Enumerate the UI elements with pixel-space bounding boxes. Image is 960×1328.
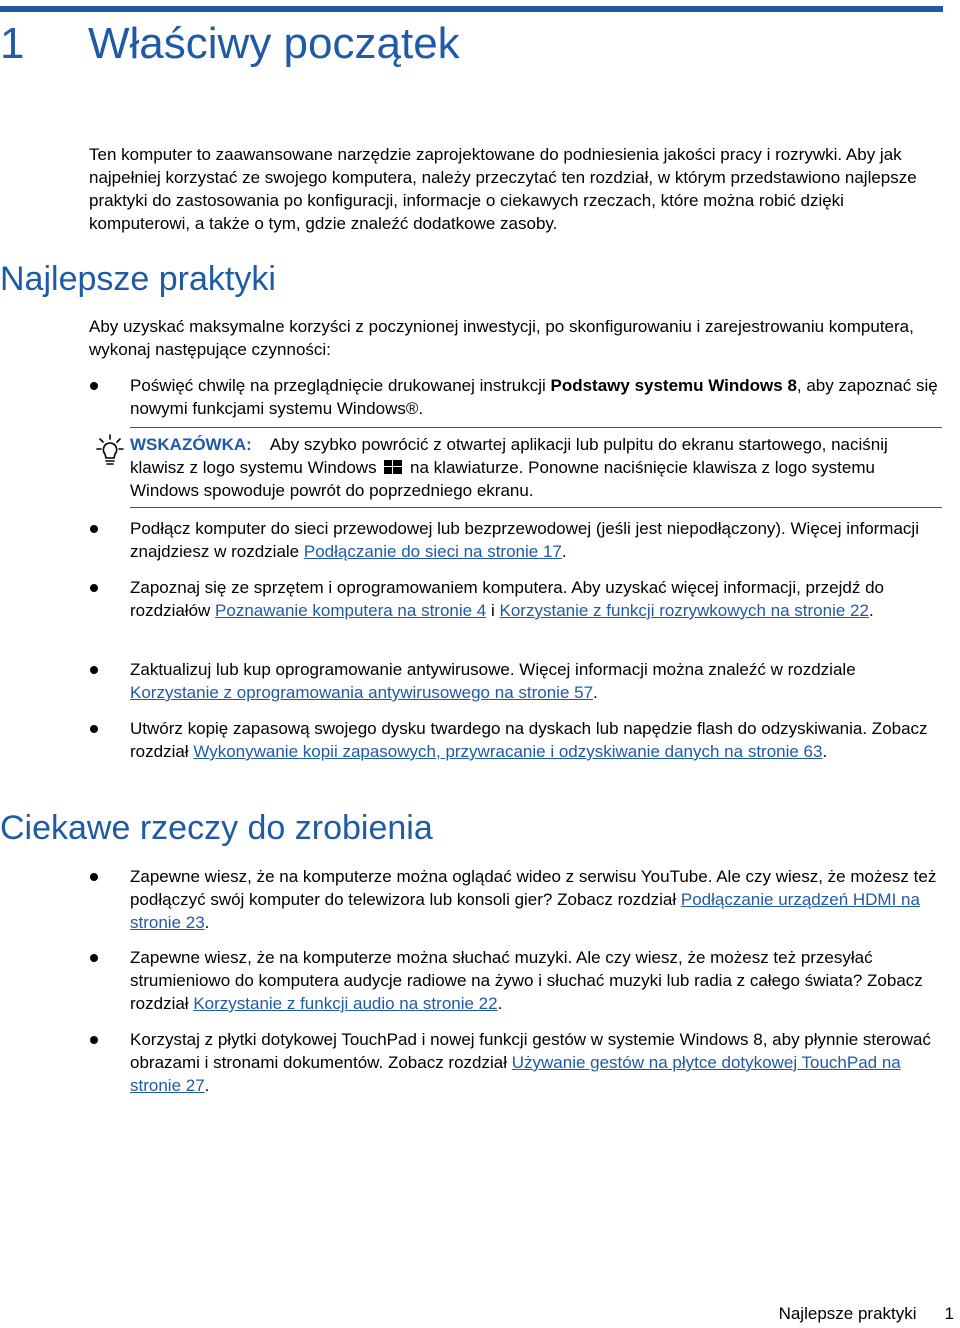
list-item: Poświęć chwilę na przeglądnięcie drukowanej instrukcji Podstawy systemu Windows 8, aby zapoznać się nowymi funkcjami systemu Windows®. [130, 374, 945, 420]
link-audio[interactable]: Korzystanie z funkcji audio na stronie 22 [193, 994, 498, 1013]
windows-logo-icon [383, 460, 403, 474]
link-backup[interactable]: Wykonywanie kopii zapasowych, przywracanie i odzyskiwanie danych na stronie 63 [193, 742, 823, 761]
link-getting-to-know[interactable]: Poznawanie komputera na stronie 4 [215, 601, 487, 620]
footer-section-title: Najlepsze praktyki [778, 1304, 917, 1323]
chapter-top-rule [0, 6, 943, 12]
intro-paragraph: Ten komputer to zaawansowane narzędzie zaprojektowane do podniesienia jakości pracy i rozrywki. Aby jak najpełniej korzystać ze swojego komputera, należy przeczytać ten rozdział, w którym przedstawiono najlepsze praktyki do zastosowania po konfiguracji, informacje o ciekawych rzeczach, które można robić dzięki komputerowi, a także o tym, gdzie znaleźć dodatkowe zasoby. [89, 145, 917, 233]
list-item: Zaktualizuj lub kup oprogramowanie antywirusowe. Więcej informacji można znaleźć w rozdziale Korzystanie z oprogramowania antywirusowego na stronie 57. [130, 658, 945, 704]
link-touchpad-gestures[interactable]: Używanie gestów na płytce dotykowej TouchPad na stronie 27 [130, 1053, 901, 1095]
link-antivirus[interactable]: Korzystanie z oprogramowania antywirusowego na stronie 57 [130, 683, 594, 702]
book-title: Podstawy systemu Windows 8 [550, 376, 797, 395]
chapter-number: 1 [0, 19, 25, 68]
list-item: Zapoznaj się ze sprzętem i oprogramowaniem komputera. Aby uzyskać więcej informacji, przejdź do rozdziałów Poznawanie komputera na stronie 4 i Korzystanie z funkcji rozrywkowych na stronie 22. [130, 576, 945, 622]
list-item: Korzystaj z płytki dotykowej TouchPad i nowej funkcji gestów w systemie Windows 8, aby płynnie sterować obrazami i stronami dokumentów. Zobacz rozdział Używanie gestów na płytce dotykowej TouchPad na stronie 27. [130, 1028, 945, 1097]
best-practices-lead: Aby uzyskać maksymalne korzyści z poczynionej inwestycji, po skonfigurowaniu i zarejestrowaniu komputera, wykonaj następujące czynności: [89, 317, 914, 359]
fun-things-heading: Ciekawe rzeczy do zrobienia [0, 809, 433, 847]
tip-label: WSKAZÓWKA: [130, 435, 252, 454]
page-footer [779, 1303, 954, 1325]
link-hdmi[interactable]: Podłączanie urządzeń HDMI na stronie 23 [130, 890, 920, 932]
list-item: Zapewne wiesz, że na komputerze można słuchać muzyki. Ale czy wiesz, że możesz też przesyłać strumieniowo do komputera audycje radiowe na żywo i słuchać muzyki lub radia z całego świata? Zobacz rozdział Korzystanie z funkcji audio na stronie 22. [130, 946, 945, 1015]
link-entertainment[interactable]: Korzystanie z funkcji rozrywkowych na stronie 22 [499, 601, 869, 620]
tip-note: WSKAZÓWKA: Aby szybko powrócić z otwartej aplikacji lub pulpitu do ekranu startowego, naciśnij klawisz z logo systemu Windows na klawiaturze. Ponowne naciśnięcie klawisza z logo systemu Windows spowoduje powrót do poprzedniego ekranu. [130, 427, 942, 508]
list-item: Zapewne wiesz, że na komputerze można oglądać wideo z serwisu YouTube. Ale czy wiesz, że możesz też podłączyć swój komputer do telewizora lub konsoli gier? Zobacz rozdział Podłączanie urządzeń HDMI na stronie 23. [130, 865, 945, 934]
chapter-title [0, 18, 460, 70]
chapter-title-text: Właściwy początek [88, 19, 460, 68]
best-practices-heading: Najlepsze praktyki [0, 260, 276, 298]
list-item: Podłącz komputer do sieci przewodowej lub bezprzewodowej (jeśli jest niepodłączony). Więcej informacji znajdziesz w rozdziale Podłączanie do sieci na stronie 17. [130, 517, 945, 563]
list-item: Utwórz kopię zapasową swojego dysku twardego na dyskach lub napędzie flash do odzyskiwania. Zobacz rozdział Wykonywanie kopii zapasowych, przywracanie i odzyskiwanie danych na stronie 63. [130, 717, 945, 763]
link-network[interactable]: Podłączanie do sieci na stronie 17 [303, 542, 562, 561]
lightbulb-icon [96, 434, 124, 466]
page-number: 1 [944, 1304, 954, 1323]
